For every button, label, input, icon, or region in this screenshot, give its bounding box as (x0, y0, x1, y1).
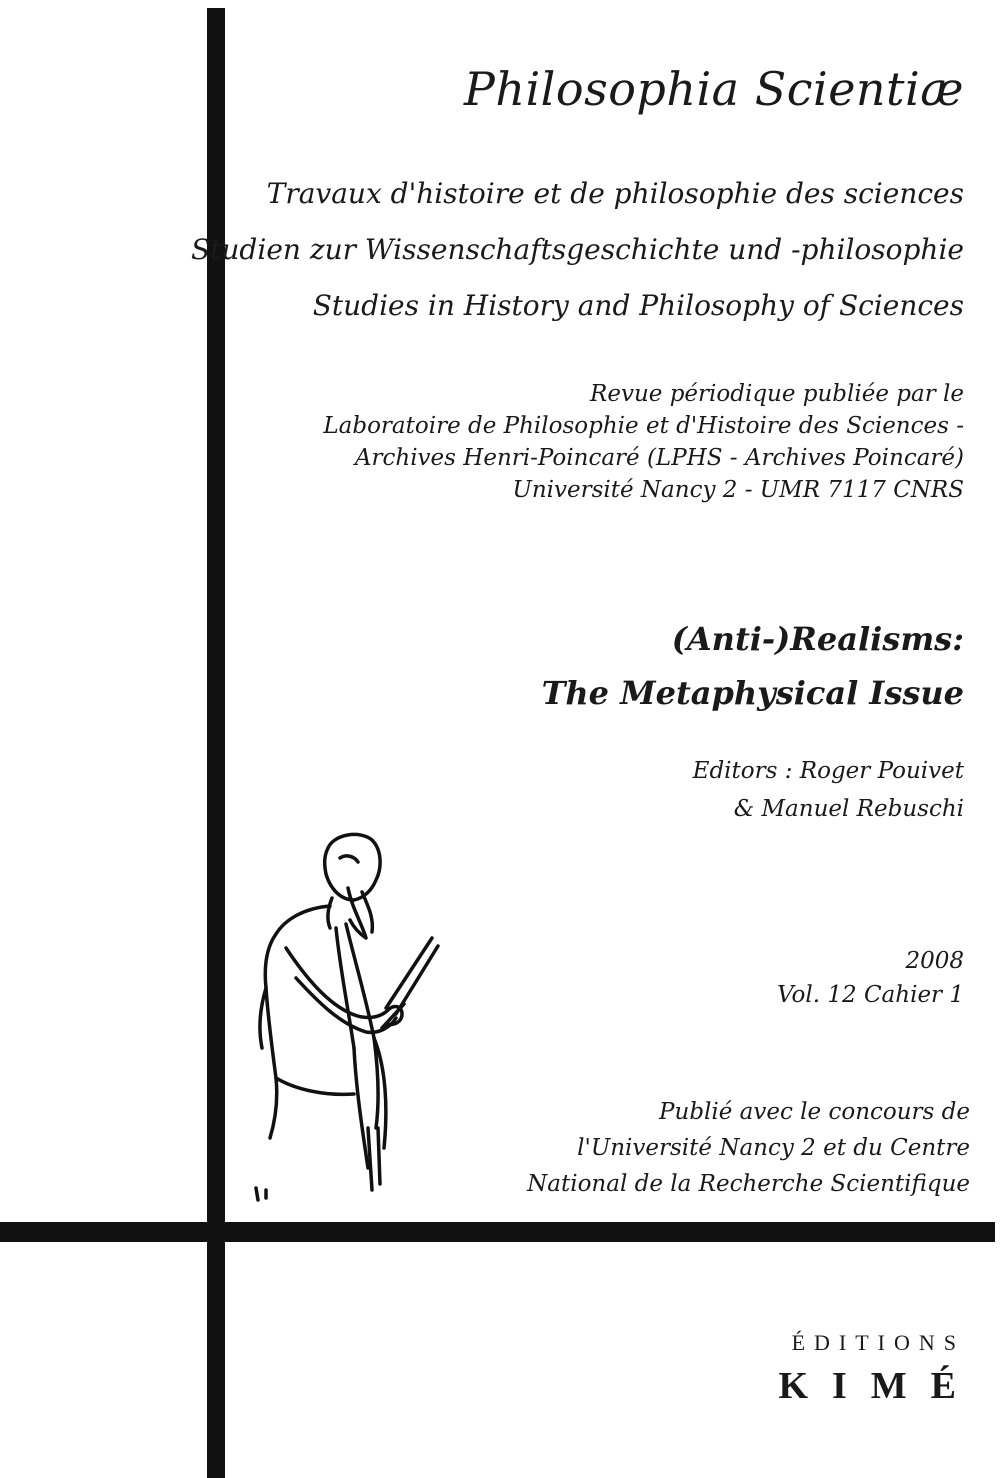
scholar-sketch-illustration (236, 828, 446, 1208)
publisher-note-line: Archives Henri-Poincaré (LPHS - Archives Poincaré) (354, 445, 964, 471)
issue-editors (693, 752, 964, 828)
issue-year: 2008 (905, 948, 964, 974)
editors-line: Editors : Roger Pouivet (692, 758, 964, 784)
publisher-note-line: Université Nancy 2 - UMR 7117 CNRS (512, 477, 964, 503)
publisher-note-line: Revue périodique publiée par le (590, 381, 964, 407)
publisher-logo (778, 1330, 980, 1408)
publisher-logo-kime: KIMÉ (778, 1365, 980, 1407)
publisher-logo-editions: ÉDITIONS (791, 1330, 965, 1355)
support-note-line: l'Université Nancy 2 et du Centre (577, 1135, 970, 1161)
issue-date (777, 944, 964, 1012)
support-note-line: Publié avec le concours de (659, 1099, 970, 1125)
subtitle-german: Studien zur Wissenschaftsgeschichte und -philosophie (190, 233, 964, 266)
support-note (527, 1094, 970, 1202)
issue-title-line: The Metaphysical Issue (541, 674, 964, 712)
issue-title-line: (Anti-)Realisms: (671, 620, 964, 658)
issue-title (542, 612, 964, 720)
horizontal-rule (0, 1222, 995, 1242)
publisher-note (323, 378, 964, 506)
publisher-note-line: Laboratoire de Philosophie et d'Histoire des Sciences - (323, 413, 964, 439)
support-note-line: National de la Recherche Scientifique (527, 1171, 970, 1197)
subtitle-english: Studies in History and Philosophy of Sciences (312, 289, 964, 322)
issue-volume: Vol. 12 Cahier 1 (777, 982, 964, 1008)
journal-title: Philosophia Scientiæ (463, 62, 964, 116)
editors-line: & Manuel Rebuschi (733, 796, 964, 822)
journal-subtitles (191, 166, 964, 334)
subtitle-french: Travaux d'histoire et de philosophie des sciences (266, 177, 964, 210)
